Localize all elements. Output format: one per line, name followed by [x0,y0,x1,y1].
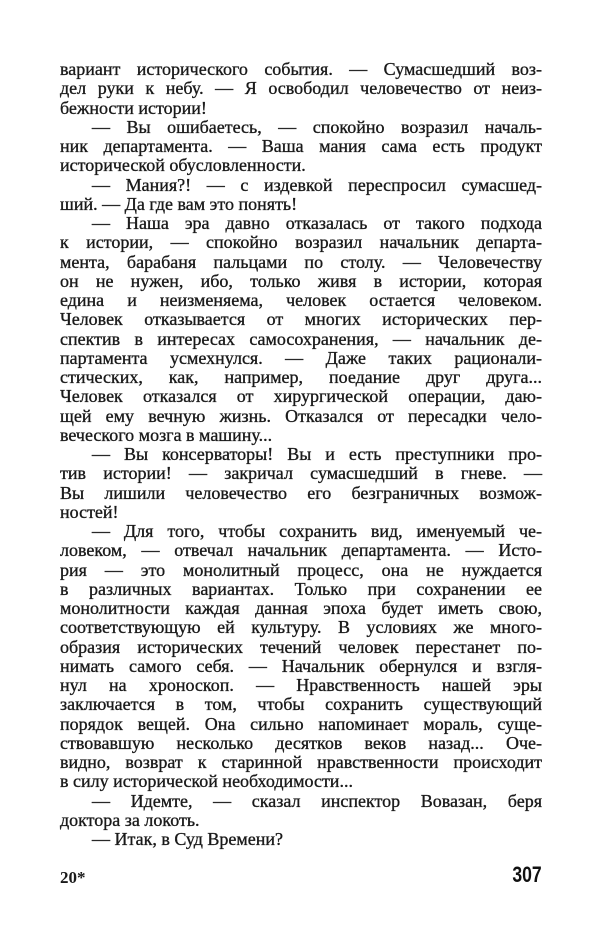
text-line: — Вы консерваторы! Вы и есть преступники про- [92,444,542,464]
text-line: нимать самого себя. — Начальник обернулся и взгля- [60,655,542,676]
text-line: — Идемте, — сказал инспектор Вовазан, беря [92,790,542,811]
text-line: мента, барабаня пальцами по столу. — Человечеству [60,251,542,272]
text-line: тив истории! — закричал сумасшедший в гневе. — [60,463,542,484]
text-line: монолитности каждая данная эпоха будет иметь свою, [60,598,542,618]
text-line: доктора за локоть. [60,809,200,830]
text-line: порядок вещей. Она сильно напоминает мораль, суще- [60,713,542,734]
text-line: Человек отказывается от многих исторических пер- [60,309,542,330]
text-line: к истории, — спокойно возразил начальник департа- [60,232,542,253]
text-line: вариант исторического события. — Сумасшедший воз- [60,59,542,79]
text-line: в различных вариантах. Только при сохранении ее [60,578,542,599]
text-line: ностей! [60,501,119,522]
text-line: исторической обусловленности. [60,155,306,176]
paragraph [60,445,542,522]
text-line: веческого мозга в машину... [60,424,273,445]
paragraph [60,60,542,118]
text-line: — Для того, чтобы сохранить вид, именуемый че- [92,521,542,541]
text-line: рия — это монолитный процесс, она не нуждается [60,559,542,580]
paragraph [60,118,542,176]
text-line: едина и неизменяема, человек остается человеком. [60,290,542,310]
text-line: образия исторических течений человек перестанет по- [60,636,542,657]
paragraph [60,792,542,831]
text-line: ловеком, — отвечал начальник департамента. — Исто- [60,540,542,561]
text-line: нул на хроноскоп. — Нравственность нашей эры [60,675,542,695]
text-line: Человек отказался от хирургической операции, даю- [60,386,542,407]
text-line: бежности истории! [60,97,207,118]
page-number: 307 [512,862,542,887]
text-line: ствовавшую несколько десятков веков назад... Оче- [60,732,542,753]
paragraph [60,522,542,792]
text-line: партамента усмехнулся. — Даже таких рационали- [60,347,542,368]
text-line: щей ему вечную жизнь. Отказался от пересадки чело- [60,405,542,426]
text-line: — Вы ошибаетесь, — спокойно возразил началь- [92,116,542,137]
text-line: дел руки к небу. — Я освободил человечество от неиз- [60,78,542,99]
text-line: ший. — Да где вам это понять! [60,193,298,214]
paragraph [60,214,542,445]
text-line: в силу исторической необходимости... [60,771,353,792]
text-line: Вы лишили человечество его безграничных возмож- [60,482,542,503]
text-line: — Мания?! — с издевкой переспросил сумасшед- [92,174,542,195]
text-line: — Наша эра давно отказалась от такого подхода [92,213,542,233]
book-page-text [60,60,542,849]
text-line: соответствующую ей культуру. В условиях же много- [60,617,542,638]
paragraph [60,830,542,849]
text-line: спектив в интересах самосохранения, — начальник де- [60,328,542,349]
text-line: — Итак, в Суд Времени? [92,829,284,849]
paragraph [60,176,542,215]
text-line: видно, возврат к старинной нравственности происходит [60,752,542,772]
text-line: стических, как, например, поедание друг друга... [60,367,542,387]
text-line: заключается в том, чтобы сохранить существующий [60,694,542,715]
text-line: он не нужен, ибо, только живя в истории, которая [60,270,542,291]
printer-signature-mark: 20* [60,868,86,887]
text-line: ник департамента. — Ваша мания сама есть продукт [60,136,542,156]
